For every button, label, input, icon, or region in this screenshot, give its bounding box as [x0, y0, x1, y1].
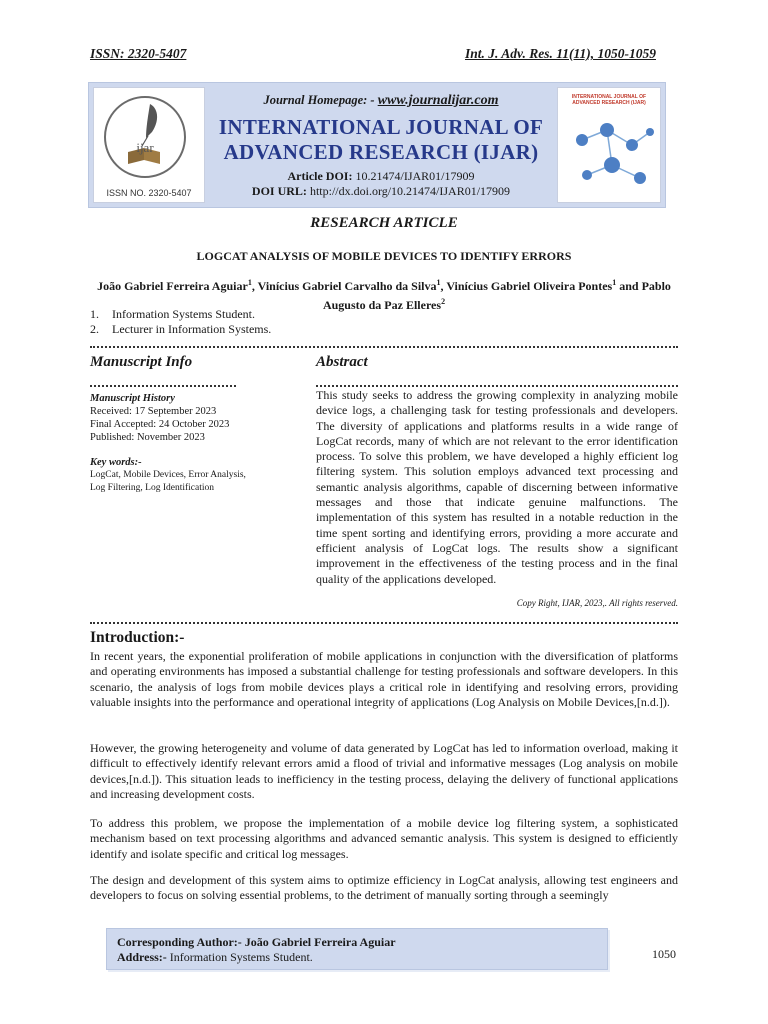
published-date: Published: November 2023 [90, 432, 205, 443]
author-sep: , [440, 279, 447, 293]
doi-block [209, 169, 553, 199]
cover-title: INTERNATIONAL JOURNAL OF ADVANCED RESEARCH (IJAR) [571, 94, 647, 106]
journal-logo [93, 87, 205, 203]
abstract-text: This study seeks to address the growing complexity in analyzing mobile device logs, a challenging task for testing professionals and developers. The diversity of applications and platforms results in a wide range of LogCat records, many of which are not relevant to the error identification process. To solve this problem, we have developed a highly efficient log filtering system. This solution employs advanced text processing and semantic analysis algorithms, capable of discerning between informative messages and those that indicate genuine malfunctions. The implementation of this system has resulted in a notable reduction in the time spent sorting and identifying errors, providing a more accurate and efficient analysis of LogCat logs. The results show a significant improvement in the effectiveness of the testing process and in the final quality of the applications developed. [316, 388, 678, 586]
article-doi: 10.21474/IJAR01/17909 [355, 169, 475, 183]
logo-circle [104, 96, 186, 178]
affiliation-item [90, 322, 271, 337]
paper-title: LOGCAT ANALYSIS OF MOBILE DEVICES TO IDENTIFY ERRORS [196, 249, 572, 263]
keywords-line: LogCat, Mobile Devices, Error Analysis, [90, 470, 246, 480]
author-aff: 2 [441, 297, 446, 306]
page-number: 1050 [652, 947, 676, 961]
author-name: Vinícius Gabriel Carvalho da Silva [257, 279, 437, 293]
body-paragraph: In recent years, the exponential proliferation of mobile applications in conjunction with the diversification of platforms and operating environments has imposed a substantial challenge for testing professionals and software developers. In this scenario, the analysis of logs from mobile devices plays a critical role in identifying and resolving errors, providing valuable insights into the performance and operational integrity of applications (Log Analysis on Mobile Devices,[n.d.]). [90, 649, 678, 709]
journal-banner [88, 82, 666, 208]
copyright-notice: Copy Right, IJAR, 2023,. All rights reserved. [516, 598, 678, 608]
section-divider [90, 346, 678, 348]
journal-title-line1: INTERNATIONAL JOURNAL OF [218, 115, 544, 139]
running-header [90, 46, 656, 62]
journal-title [209, 115, 553, 165]
journal-cover-image [557, 87, 661, 203]
article-type: RESEARCH ARTICLE [310, 215, 458, 231]
introduction-heading: Introduction:- [90, 629, 185, 646]
logo-issn: ISSN NO. 2320-5407 [106, 188, 192, 198]
journal-homepage [209, 93, 553, 109]
article-doi-label: Article DOI: [287, 169, 353, 183]
author-sep: and [616, 279, 642, 293]
affiliation-list [90, 307, 271, 337]
keywords-line: Log Filtering, Log Identification [90, 482, 215, 493]
section-divider [90, 622, 678, 624]
doi-url-link[interactable]: http://dx.doi.org/10.21474/IJAR01/17909 [309, 184, 511, 198]
issn-label: ISSN: 2320-5407 [90, 46, 187, 61]
author-name: João Gabriel Ferreira Aguiar [97, 279, 248, 293]
affiliation-text: Lecturer in Information Systems. [112, 322, 272, 336]
manuscript-info-heading: Manuscript Info [90, 354, 193, 370]
molecule-graphic-icon [562, 110, 658, 200]
affiliation-text: Information Systems Student. [112, 307, 255, 321]
body-paragraph: However, the growing heterogeneity and volume of data generated by LogCat has led to information overload, making it difficult to effectively identify relevant errors amid a flood of trivial and informative messages (Log analysis on mobile devices,[n.d.]). This situation leads to inefficiency in the testing process, delaying the delivery of functional applications and increasing development costs. [90, 741, 678, 801]
corresponding-name: João Gabriel Ferreira Aguiar [244, 935, 396, 949]
manuscript-info [90, 392, 290, 494]
banner-center [209, 93, 553, 199]
doi-url-label: DOI URL: [251, 184, 307, 198]
received-date: Received: 17 September 2023 [90, 406, 217, 417]
address-label: Address:- [117, 950, 167, 964]
affiliation-number: 2. [90, 322, 99, 336]
author-aff: 1 [436, 278, 441, 287]
citation-label: Int. J. Adv. Res. 11(11), 1050-1059 [464, 46, 656, 61]
author-aff: 1 [612, 278, 617, 287]
affiliation-number: 1. [90, 307, 99, 321]
corresponding-label: Corresponding Author:- [117, 935, 242, 949]
homepage-label: Journal Homepage: - [263, 93, 375, 107]
author-sep: , [251, 279, 258, 293]
quill-book-icon [106, 98, 184, 176]
affiliation-item [90, 307, 271, 322]
body-paragraph: The design and development of this system aims to optimize efficiency in LogCat analysis, allowing test engineers and developers to focus on solving essential problems, to the detriment of manually sorting through a seemingly [90, 873, 678, 903]
journal-title-line2: ADVANCED RESEARCH (IJAR) [223, 140, 539, 164]
info-divider [90, 385, 236, 387]
keywords-label: Key words:- [90, 457, 142, 468]
abstract-divider [316, 385, 678, 387]
abstract-heading: Abstract [316, 354, 368, 370]
homepage-link[interactable]: www.journalijar.com [377, 93, 499, 108]
accepted-date: Final Accepted: 24 October 2023 [90, 419, 230, 430]
body-paragraph: To address this problem, we propose the implementation of a mobile device log filtering system, a sophisticated mechanism based on text processing algorithms and advanced semantic analysis. This system is designed to efficiently identify and isolate specific and critical log messages. [90, 816, 678, 861]
manuscript-history-label: Manuscript History [90, 393, 175, 404]
author-name: Vinícius Gabriel Oliveira Pontes [446, 279, 613, 293]
author-name: Pablo Augusto da Paz Elleres [322, 279, 671, 312]
logo-text: ijar [136, 140, 154, 155]
author-aff: 1 [247, 278, 252, 287]
address-text: Information Systems Student. [169, 950, 313, 964]
corresponding-author-box [106, 928, 608, 970]
